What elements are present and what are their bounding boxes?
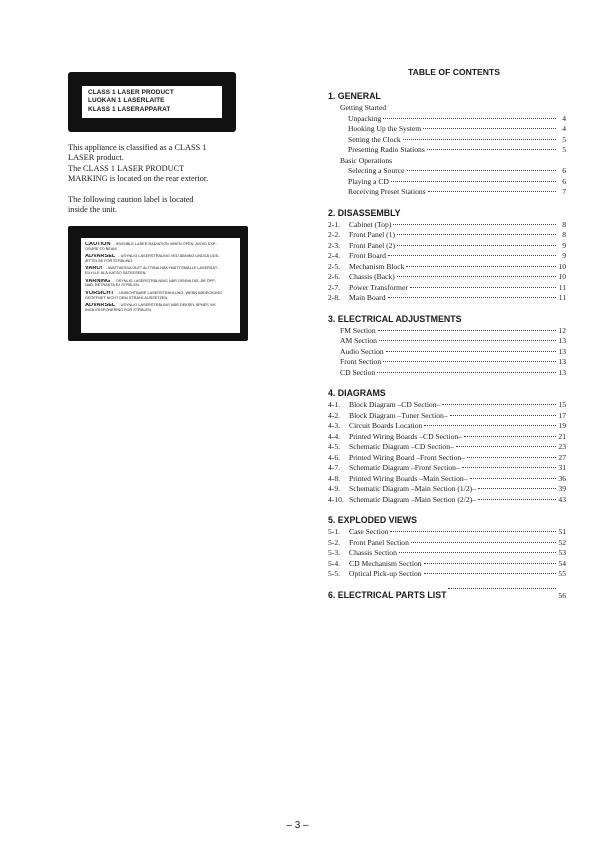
toc-entry — [328, 400, 566, 411]
toc-dot-leader — [378, 329, 556, 331]
toc-entry — [328, 463, 566, 474]
toc-dot-leader — [377, 371, 556, 373]
toc-entry-number: 4-6. — [328, 452, 341, 462]
toc-section-heading — [328, 91, 566, 102]
toc-entry-page: 36 — [558, 473, 566, 483]
toc-dot-leader — [390, 530, 556, 532]
warning-keyword: ADVARSEL — [85, 302, 116, 308]
toc-entry — [328, 293, 566, 304]
toc-entry-page: 10 — [558, 261, 566, 271]
caution-laser-label-text — [81, 238, 240, 333]
warning-text: NAD. BETRAKTA EJ STRÅLEN. — [85, 283, 140, 288]
toc-entry-title: Schematic Diagram –CD Section– — [349, 442, 454, 452]
toc-entry-title: Block Diagram –Tuner Section– — [349, 410, 448, 420]
toc-section-title: 1. GENERAL — [328, 91, 381, 101]
warning-line — [85, 283, 236, 288]
toc-dot-leader — [403, 138, 556, 140]
toc-entry-title: Optical Pick-up Section — [349, 569, 422, 579]
toc-dot-leader — [456, 445, 556, 447]
warning-line — [85, 271, 236, 276]
toc-entry-page: 19 — [558, 421, 566, 431]
warning-text: INGÅ EKSPONERING FOR STRÅLEN. — [85, 307, 152, 312]
caution-laser-label — [68, 226, 248, 341]
toc-entry — [328, 495, 566, 506]
warning-text: ÆTTELSE FOR STRÅLING. — [85, 258, 134, 263]
toc-entry — [328, 262, 566, 273]
toc-entry-page: 54 — [558, 558, 566, 568]
toc-dot-leader — [424, 572, 556, 574]
toc-entry — [328, 453, 566, 464]
toc-entry — [328, 166, 566, 177]
toc-entry-number: 5-1. — [328, 527, 341, 537]
intro-line: MARKING is located on the rear exterior. — [68, 174, 209, 184]
toc-entry-page: 11 — [558, 282, 566, 292]
toc-subheading: Basic Operations — [340, 155, 393, 165]
toc-section-page: 56 — [558, 590, 566, 600]
toc-entry-number: 2-2. — [328, 230, 341, 240]
toc-dot-leader — [423, 127, 556, 129]
toc-entry — [328, 272, 566, 283]
caution-intro-line: The following caution label is located — [68, 195, 194, 204]
toc-dot-leader — [450, 414, 556, 416]
toc-entry-number: 2-3. — [328, 240, 341, 250]
warning-block — [85, 279, 236, 289]
toc-entry-number: 5-3. — [328, 548, 341, 558]
toc-dot-leader — [388, 296, 557, 298]
warning-line — [85, 259, 236, 264]
toc-entry — [328, 527, 566, 538]
laser-label-line: KLASS 1 LASERAPPARAT — [88, 105, 171, 113]
laser-label-line: LUOKAN 1 LASERLAITE — [88, 97, 165, 105]
toc-entry-number: 4-9. — [328, 484, 341, 494]
laser-label-line: CLASS 1 LASER PRODUCT — [88, 89, 174, 96]
toc-dot-leader — [399, 551, 556, 553]
warning-block — [85, 303, 236, 313]
toc-entry — [328, 484, 566, 495]
toc-entry-number: 2-7. — [328, 282, 341, 292]
warning-text: - OSYNLIG LASERSTRÅLNING NÄR DENNA DEL ÄR ÖPP- — [113, 278, 217, 283]
toc-entry-number: 4-10. — [328, 494, 344, 504]
toc-entry-title: Mechanism Block — [349, 261, 405, 271]
warning-text: - AVATTAESSA OLET ALTTIINA NÄKYMÄTTÖMÄLLE LASERSÄT- — [105, 266, 219, 271]
toc-entry-page: 13 — [558, 336, 566, 346]
toc-entry-number: 4-1. — [328, 400, 341, 410]
toc-dot-leader — [397, 244, 556, 246]
toc-dot-leader — [442, 403, 556, 405]
toc-entry — [328, 559, 566, 570]
toc-entry — [328, 283, 566, 294]
toc-section-title: 2. DISASSEMBLY — [328, 207, 401, 218]
toc-section-title: 3. ELECTRICAL ADJUSTMENTS — [328, 313, 462, 324]
toc-entry-title: Printed Wiring Boards –Main Section– — [349, 473, 468, 483]
toc-entry — [328, 135, 566, 146]
toc-entry-title: Receiving Preset Stations — [348, 187, 426, 197]
warning-line — [85, 308, 236, 313]
intro-line: This appliance is classified as a CLASS 1 — [68, 143, 207, 152]
toc-entry-title: Chassis Section — [349, 548, 397, 558]
toc-entry-title: Front Board — [349, 251, 386, 261]
toc-entry-title: Cabinet (Top) — [349, 219, 392, 229]
warning-text: - UNSICHTBARE LASERSTRAHLUNG, WENN ABDECKUNG — [116, 290, 222, 295]
toc-entry-number: 5-5. — [328, 569, 341, 579]
warning-line — [85, 296, 236, 301]
toc-entry-title: Front Panel Section — [349, 537, 409, 547]
toc-entry — [328, 326, 566, 337]
toc-entry-page: 55 — [558, 569, 566, 579]
toc-entry — [328, 124, 566, 135]
warning-keyword: ADVARSEL — [85, 254, 116, 259]
toc-entry — [328, 177, 566, 188]
warning-keyword: VARNING — [85, 278, 111, 284]
toc-section-title: 6. ELECTRICAL PARTS LIST — [328, 589, 447, 600]
caution-label-location-text — [68, 195, 268, 216]
toc-entry — [328, 114, 566, 125]
toc-entry — [328, 347, 566, 358]
toc-entry-page: 12 — [558, 325, 566, 335]
toc-dot-leader — [410, 286, 556, 288]
toc-section-heading — [328, 314, 566, 325]
toc-entry-page: 53 — [558, 548, 566, 558]
toc-entry-page: 8 — [562, 230, 566, 240]
toc-dot-leader — [406, 265, 556, 267]
toc-section-title: 4. DIAGRAMS — [328, 388, 386, 399]
toc-entry-number: 4-3. — [328, 421, 341, 431]
toc-dot-leader — [391, 180, 556, 182]
toc-entry-title: Block Diagram –CD Section– — [349, 400, 441, 410]
toc-entry-page: 39 — [558, 484, 566, 494]
class1-laser-label-text — [82, 86, 222, 118]
toc-entry-page: 13 — [558, 346, 566, 356]
toc-dot-leader — [386, 350, 556, 352]
class1-laser-label — [68, 72, 236, 132]
toc-entry-title: Chassis (Back) — [349, 272, 395, 282]
toc-dot-leader — [478, 498, 556, 500]
toc-entry-title: Setting the Clock — [348, 134, 401, 144]
toc-entry-page: 15 — [558, 400, 566, 410]
warning-keyword: VORSICHT — [85, 290, 114, 296]
toc-entry-title: Front Section — [340, 357, 382, 367]
warning-text: - USYNLIG LASERSTRÅLING NÅR DEKSEL ÅPNES VIK — [118, 302, 216, 307]
intro-line: LASER product. — [68, 153, 124, 163]
toc-entry-title: Selecting a Source — [348, 166, 405, 176]
toc-dot-leader — [428, 190, 556, 192]
toc-entry-page: 6 — [562, 166, 566, 176]
toc-entry-page: 5 — [562, 134, 566, 144]
toc-entry-page: 27 — [558, 452, 566, 462]
warning-keyword: CAUTION — [85, 242, 111, 247]
toc-entry-page: 11 — [558, 293, 566, 303]
toc-dot-leader — [424, 424, 556, 426]
toc-entry — [328, 220, 566, 231]
toc-dot-leader — [411, 541, 556, 543]
toc-entry — [328, 368, 566, 379]
toc-entry — [328, 421, 566, 432]
toc-entry-title: Case Section — [349, 527, 389, 537]
toc-entry-title: AM Section — [340, 336, 377, 346]
toc-entry — [328, 411, 566, 422]
toc-dot-leader — [464, 435, 556, 437]
toc-entry — [328, 548, 566, 559]
toc-entry-title: Main Board — [349, 293, 386, 303]
toc-entry-page: 43 — [558, 494, 566, 504]
toc-dot-leader — [467, 456, 556, 458]
toc-dot-leader — [397, 233, 556, 235]
toc-entry — [328, 241, 566, 252]
toc-entry-number: 5-2. — [328, 537, 341, 547]
laser-classification-text — [68, 143, 268, 185]
toc-entry-title: CD Section — [340, 367, 376, 377]
toc-entry — [328, 474, 566, 485]
toc-entry — [328, 538, 566, 549]
toc-entry-title: Front Panel (2) — [349, 240, 395, 250]
toc-entry — [328, 442, 566, 453]
toc-entry-title: FM Section — [340, 325, 376, 335]
toc-entry-page: 9 — [562, 251, 566, 261]
toc-dot-leader — [393, 223, 556, 225]
toc-entry — [328, 230, 566, 241]
toc-dot-leader — [462, 466, 556, 468]
toc-entry-page: 5 — [562, 145, 566, 155]
toc-entry-number: 2-8. — [328, 293, 341, 303]
toc-dot-leader — [470, 477, 556, 479]
toc-entry-title: Printed Wiring Board –Front Section– — [349, 452, 465, 462]
toc-entry-page: 52 — [558, 537, 566, 547]
toc-entry — [328, 336, 566, 347]
toc-dot-leader — [427, 148, 556, 150]
toc-entry-number: 4-7. — [328, 463, 341, 473]
toc-entry-number: 4-4. — [328, 431, 341, 441]
toc-dot-leader — [397, 275, 556, 277]
toc-entry-title: Unpacking — [348, 113, 382, 123]
toc-entry-title: Printed Wiring Boards –CD Section– — [349, 431, 463, 441]
toc-entry-title: Front Panel (1) — [349, 230, 395, 240]
toc-entry — [328, 569, 566, 580]
warning-text: - INVISIBLE LASER RADIATION WHEN OPEN. AVOID EXP- — [113, 242, 217, 246]
toc-entry-title: Schematic Diagram –Main Section (2/2)– — [349, 494, 476, 504]
toc-body — [328, 91, 566, 601]
toc-entry-page: 9 — [562, 240, 566, 250]
toc-entry-title: Hooking Up the System — [348, 124, 422, 134]
toc-dot-leader — [379, 339, 556, 341]
toc-entry-number: 4-2. — [328, 410, 341, 420]
toc-entry-page: 10 — [558, 272, 566, 282]
warning-block — [85, 242, 236, 252]
toc-entry-title: Presetting Radio Stations — [348, 145, 425, 155]
toc-dot-leader — [383, 360, 556, 362]
toc-entry-number: 5-4. — [328, 558, 341, 568]
toc-dot-leader — [448, 587, 556, 589]
toc-entry-number: 4-8. — [328, 473, 341, 483]
toc-entry-page: 13 — [558, 357, 566, 367]
toc-entry-page: 13 — [558, 367, 566, 377]
toc-entry-number: 4-5. — [328, 442, 341, 452]
toc-entry — [328, 145, 566, 156]
toc-entry-page: 17 — [558, 410, 566, 420]
toc-entry-title: Power Transformer — [349, 282, 408, 292]
toc-dot-leader — [424, 562, 556, 564]
toc-section-title: 5. EXPLODED VIEWS — [328, 515, 417, 526]
toc-section-heading — [328, 515, 566, 526]
toc-entry-page: 21 — [558, 431, 566, 441]
intro-line: The CLASS 1 LASER PRODUCT — [68, 163, 185, 173]
toc-entry-page: 8 — [562, 219, 566, 229]
warning-block — [85, 266, 236, 276]
toc-section-heading — [328, 208, 566, 219]
warning-text: GEÖFFNET NICHT DEM STRAHL AUSSETZEN. — [85, 295, 169, 300]
toc-entry-title: Schematic Diagram –Front Section– — [349, 463, 460, 473]
page-number: – 3 – — [286, 820, 309, 831]
toc-entry-page: 31 — [558, 463, 566, 473]
toc-entry-number: 2-5. — [328, 261, 341, 271]
toc-entry-title: Audio Section — [340, 346, 384, 356]
toc-section-heading — [328, 590, 566, 601]
toc-entry-page: 4 — [562, 124, 566, 134]
warning-text: - USYNLIG LASERSTRÅLING VED ÅBNING UNDGÅ UDS- — [118, 254, 220, 259]
toc-entry — [328, 187, 566, 198]
toc-entry-title: CD Mechanism Section — [349, 558, 422, 568]
toc-entry-number: 2-6. — [328, 272, 341, 282]
table-of-contents — [328, 67, 566, 602]
toc-dot-leader — [478, 487, 556, 489]
toc-subheading: Getting Started — [340, 103, 387, 112]
toc-entry-page: 6 — [562, 176, 566, 186]
toc-entry-title: Circuit Boards Location — [349, 421, 423, 431]
warning-block — [85, 254, 236, 264]
toc-entry-number: 2-4. — [328, 251, 341, 261]
caution-intro-line: inside the unit. — [68, 205, 118, 215]
toc-entry-page: 23 — [558, 442, 566, 452]
toc-dot-leader — [407, 169, 556, 171]
warning-keyword: VARO! — [85, 266, 103, 272]
warning-text: EILYLLE ÄLÄ KATSO SÄTEESEEN. — [85, 271, 147, 276]
toc-entry-title: Playing a CD — [348, 176, 389, 186]
toc-dot-leader — [383, 117, 556, 119]
toc-entry — [328, 357, 566, 368]
toc-entry-page: 7 — [562, 187, 566, 197]
toc-entry-page: 4 — [562, 113, 566, 123]
toc-entry — [328, 432, 566, 443]
toc-entry-title: Schematic Diagram –Main Section (1/2)– — [349, 484, 476, 494]
warning-text: OSURE TO BEAM. — [85, 246, 118, 251]
warning-line — [85, 247, 236, 252]
toc-entry — [328, 251, 566, 262]
toc-entry-page: 51 — [558, 527, 566, 537]
toc-dot-leader — [388, 254, 556, 256]
warning-block — [85, 291, 236, 301]
toc-entry-number: 2-1. — [328, 219, 341, 229]
toc-section-heading — [328, 388, 566, 399]
toc-title: TABLE OF CONTENTS — [408, 67, 500, 77]
